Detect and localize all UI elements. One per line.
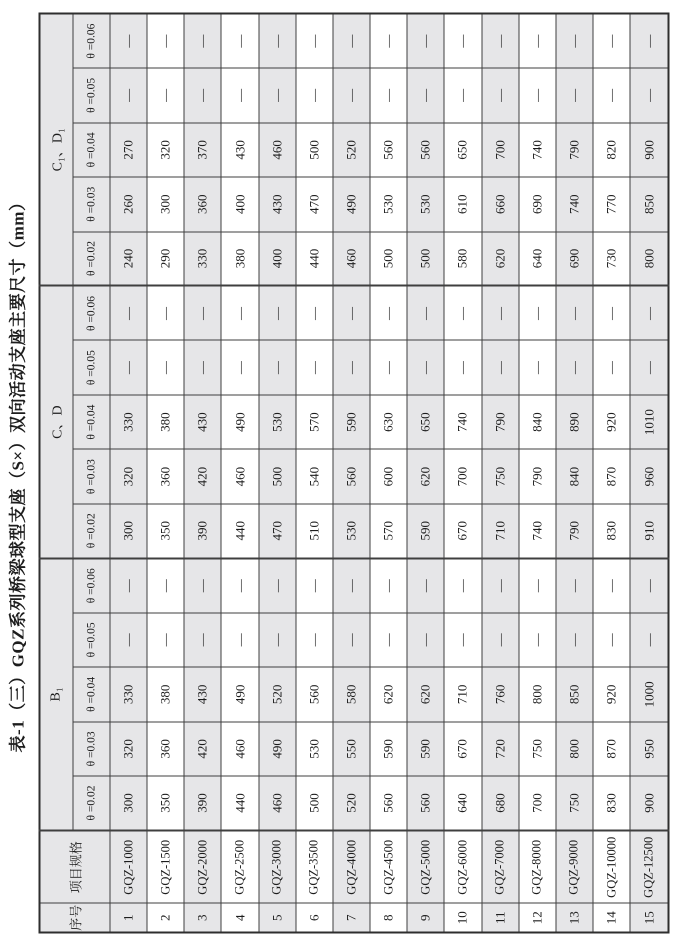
data-cell: 320 (110, 449, 147, 503)
data-cell: 380 (147, 667, 184, 721)
data-cell: — (444, 612, 481, 666)
data-cell: — (332, 68, 369, 122)
data-cell: — (332, 285, 369, 339)
cell-spec: GQZ-12500 (630, 830, 668, 903)
data-cell: 680 (481, 776, 518, 830)
data-cell: 590 (332, 394, 369, 448)
data-cell: 510 (295, 503, 332, 557)
data-cell: 640 (518, 231, 555, 285)
data-cell: 320 (147, 122, 184, 176)
data-cell: — (518, 285, 555, 339)
cell-seq: 6 (295, 903, 332, 932)
header-group-c1d1: C₁、D₁ (39, 13, 73, 285)
data-cell: 950 (630, 721, 668, 775)
data-cell: — (147, 558, 184, 612)
data-cell: — (370, 13, 407, 68)
data-cell: — (481, 13, 518, 68)
table-row (444, 13, 481, 932)
table-row (221, 13, 258, 932)
table-row (555, 13, 592, 932)
cell-seq: 8 (370, 903, 407, 932)
header-theta-row (73, 13, 110, 932)
data-cell: — (147, 13, 184, 68)
data-cell: — (110, 340, 147, 394)
data-cell: 430 (221, 122, 258, 176)
data-cell: — (221, 13, 258, 68)
data-cell: 640 (444, 776, 481, 830)
data-cell: 580 (444, 231, 481, 285)
data-cell: — (184, 68, 221, 122)
data-cell: 790 (555, 122, 592, 176)
table-row (332, 13, 369, 932)
data-cell: 900 (630, 776, 668, 830)
data-cell: — (370, 558, 407, 612)
header-theta: θ =0.02 (73, 776, 110, 830)
data-cell: 770 (593, 177, 630, 231)
data-cell: — (370, 612, 407, 666)
data-cell: 370 (184, 122, 221, 176)
data-cell: 690 (518, 177, 555, 231)
data-cell: 530 (407, 177, 444, 231)
cell-spec: GQZ-2500 (221, 830, 258, 903)
data-cell: — (295, 558, 332, 612)
data-cell: 520 (258, 667, 295, 721)
cell-spec: GQZ-5000 (407, 830, 444, 903)
cell-spec: GQZ-9000 (555, 830, 592, 903)
data-cell: 560 (370, 122, 407, 176)
data-cell: 440 (295, 231, 332, 285)
data-cell: — (518, 558, 555, 612)
cell-seq: 13 (555, 903, 592, 932)
data-cell: 380 (147, 394, 184, 448)
data-cell: 560 (370, 776, 407, 830)
header-theta: θ =0.04 (73, 394, 110, 448)
data-cell: — (258, 285, 295, 339)
header-theta: θ =0.02 (73, 231, 110, 285)
header-theta: θ =0.05 (73, 612, 110, 666)
data-cell: — (630, 13, 668, 68)
data-cell: — (370, 68, 407, 122)
cell-spec: GQZ-1000 (110, 830, 147, 903)
cell-seq: 9 (407, 903, 444, 932)
cell-spec: GQZ-3000 (258, 830, 295, 903)
data-cell: 710 (444, 667, 481, 721)
data-cell: 870 (593, 449, 630, 503)
cell-spec: GQZ-2000 (184, 830, 221, 903)
data-cell: 460 (221, 449, 258, 503)
cell-seq: 14 (593, 903, 630, 932)
cell-seq: 7 (332, 903, 369, 932)
data-cell: 470 (258, 503, 295, 557)
data-cell: 890 (555, 394, 592, 448)
data-cell: 850 (630, 177, 668, 231)
data-cell: 560 (295, 667, 332, 721)
data-cell: — (593, 68, 630, 122)
data-cell: — (593, 558, 630, 612)
data-cell: — (481, 285, 518, 339)
header-theta: θ =0.03 (73, 721, 110, 775)
header-theta: θ =0.06 (73, 285, 110, 339)
data-cell: — (295, 13, 332, 68)
data-cell: 830 (593, 776, 630, 830)
cell-spec: GQZ-4500 (370, 830, 407, 903)
data-cell: — (444, 340, 481, 394)
data-cell: — (518, 612, 555, 666)
table-row (110, 13, 147, 932)
data-cell: 300 (110, 503, 147, 557)
data-cell: 500 (258, 449, 295, 503)
header-theta: θ =0.05 (73, 68, 110, 122)
header-theta: θ =0.05 (73, 340, 110, 394)
data-cell: — (481, 68, 518, 122)
data-cell: 500 (295, 776, 332, 830)
data-cell: 670 (444, 503, 481, 557)
data-cell: 440 (221, 503, 258, 557)
data-cell: 740 (518, 503, 555, 557)
data-cell: 390 (184, 503, 221, 557)
data-cell: 750 (518, 721, 555, 775)
data-cell: 740 (555, 177, 592, 231)
cell-seq: 1 (110, 903, 147, 932)
data-cell: 550 (332, 721, 369, 775)
data-cell: 870 (593, 721, 630, 775)
cell-seq: 11 (481, 903, 518, 932)
data-cell: 750 (481, 449, 518, 503)
data-cell: 330 (184, 231, 221, 285)
data-cell: — (221, 68, 258, 122)
data-cell: — (332, 340, 369, 394)
data-cell: 360 (147, 721, 184, 775)
data-cell: — (630, 68, 668, 122)
data-cell: 590 (407, 503, 444, 557)
cell-spec: GQZ-6000 (444, 830, 481, 903)
data-cell: 1010 (630, 394, 668, 448)
data-cell: 720 (481, 721, 518, 775)
data-cell: — (110, 285, 147, 339)
data-cell: — (147, 340, 184, 394)
data-cell: 490 (221, 667, 258, 721)
data-cell: 600 (370, 449, 407, 503)
data-cell: 290 (147, 231, 184, 285)
data-cell: 740 (518, 122, 555, 176)
table-row (147, 13, 184, 932)
cell-spec: GQZ-8000 (518, 830, 555, 903)
data-cell: — (221, 285, 258, 339)
table-row (518, 13, 555, 932)
data-cell: 840 (555, 449, 592, 503)
header-theta: θ =0.03 (73, 449, 110, 503)
cell-seq: 5 (258, 903, 295, 932)
data-cell: — (110, 68, 147, 122)
data-cell: — (221, 612, 258, 666)
data-cell: 420 (184, 449, 221, 503)
data-cell: 700 (518, 776, 555, 830)
data-cell: — (555, 13, 592, 68)
data-cell: — (407, 558, 444, 612)
data-cell: — (332, 612, 369, 666)
data-cell: 670 (444, 721, 481, 775)
data-cell: 430 (184, 667, 221, 721)
data-cell: 620 (407, 667, 444, 721)
header-group-b1: B₁ (39, 558, 73, 830)
data-cell: 830 (593, 503, 630, 557)
data-cell: — (258, 68, 295, 122)
header-theta: θ =0.04 (73, 667, 110, 721)
data-cell: — (295, 285, 332, 339)
data-cell: 460 (332, 231, 369, 285)
data-cell: — (555, 612, 592, 666)
data-cell: — (630, 612, 668, 666)
data-cell: 790 (555, 503, 592, 557)
data-cell: 700 (481, 122, 518, 176)
data-cell: 560 (407, 122, 444, 176)
data-cell: 320 (110, 721, 147, 775)
header-row-groups (39, 13, 73, 932)
data-cell: — (332, 558, 369, 612)
cell-seq: 12 (518, 903, 555, 932)
cell-seq: 10 (444, 903, 481, 932)
data-cell: — (370, 285, 407, 339)
spec-table (38, 12, 669, 933)
data-cell: 330 (110, 667, 147, 721)
data-cell: 490 (258, 721, 295, 775)
data-cell: 350 (147, 776, 184, 830)
data-cell: — (258, 13, 295, 68)
data-cell: — (295, 68, 332, 122)
table-body (110, 13, 669, 932)
data-cell: — (593, 285, 630, 339)
data-cell: 460 (258, 122, 295, 176)
data-cell: 540 (295, 449, 332, 503)
header-theta: θ =0.06 (73, 13, 110, 68)
data-cell: 1000 (630, 667, 668, 721)
data-cell: — (184, 13, 221, 68)
data-cell: 270 (110, 122, 147, 176)
data-cell: — (407, 340, 444, 394)
data-cell: — (147, 68, 184, 122)
data-cell: 500 (295, 122, 332, 176)
data-cell: 620 (407, 449, 444, 503)
data-cell: 530 (295, 721, 332, 775)
data-cell: 650 (444, 122, 481, 176)
data-cell: 740 (444, 394, 481, 448)
data-cell: 490 (332, 177, 369, 231)
data-cell: — (258, 340, 295, 394)
header-theta: θ =0.02 (73, 503, 110, 557)
data-cell: — (555, 68, 592, 122)
data-cell: 330 (110, 394, 147, 448)
data-cell: — (147, 612, 184, 666)
data-cell: — (407, 285, 444, 339)
data-cell: — (630, 558, 668, 612)
header-theta: θ =0.03 (73, 177, 110, 231)
data-cell: — (444, 285, 481, 339)
data-cell: 360 (184, 177, 221, 231)
data-cell: 530 (370, 177, 407, 231)
cell-spec: GQZ-10000 (593, 830, 630, 903)
data-cell: 520 (332, 122, 369, 176)
data-cell: — (295, 340, 332, 394)
data-cell: 360 (147, 449, 184, 503)
data-cell: — (110, 612, 147, 666)
cell-seq: 3 (184, 903, 221, 932)
data-cell: 490 (221, 394, 258, 448)
header-group-cd: C、D (39, 285, 73, 557)
table-row (593, 13, 630, 932)
data-cell: 620 (481, 231, 518, 285)
data-cell: 700 (444, 449, 481, 503)
table-row (630, 13, 668, 932)
data-cell: 500 (370, 231, 407, 285)
data-cell: 620 (370, 667, 407, 721)
data-cell: 790 (518, 449, 555, 503)
data-cell: 920 (593, 667, 630, 721)
data-cell: 350 (147, 503, 184, 557)
data-cell: 560 (332, 449, 369, 503)
data-cell: — (407, 13, 444, 68)
data-cell: 520 (332, 776, 369, 830)
data-cell: — (481, 558, 518, 612)
data-cell: 650 (407, 394, 444, 448)
data-cell: 400 (258, 231, 295, 285)
table-row (370, 13, 407, 932)
header-spec: 项目规格 (39, 830, 110, 903)
data-cell: 730 (593, 231, 630, 285)
data-cell: 710 (481, 503, 518, 557)
data-cell: 460 (258, 776, 295, 830)
data-cell: 470 (295, 177, 332, 231)
data-cell: 390 (184, 776, 221, 830)
data-cell: 300 (147, 177, 184, 231)
data-cell: — (481, 340, 518, 394)
data-cell: — (184, 340, 221, 394)
data-cell: 800 (555, 721, 592, 775)
cell-seq: 4 (221, 903, 258, 932)
data-cell: — (518, 13, 555, 68)
data-cell: — (444, 68, 481, 122)
data-cell: — (221, 340, 258, 394)
cell-spec: GQZ-4000 (332, 830, 369, 903)
data-cell: 610 (444, 177, 481, 231)
data-cell: 300 (110, 776, 147, 830)
data-cell: 590 (370, 721, 407, 775)
data-cell: 800 (630, 231, 668, 285)
data-cell: — (184, 285, 221, 339)
data-cell: — (258, 558, 295, 612)
data-cell: — (444, 558, 481, 612)
data-cell: — (370, 340, 407, 394)
table-title: 表-1（三）GQZ系列桥梁球型支座（S×）双向活动支座主要尺寸（mm） (8, 193, 27, 752)
data-cell: 920 (593, 394, 630, 448)
data-cell: — (481, 612, 518, 666)
data-cell: 570 (295, 394, 332, 448)
header-theta: θ =0.04 (73, 122, 110, 176)
data-cell: 530 (332, 503, 369, 557)
data-cell: 760 (481, 667, 518, 721)
data-cell: — (184, 612, 221, 666)
table-header (39, 13, 110, 932)
data-cell: — (555, 340, 592, 394)
data-cell: — (555, 558, 592, 612)
table-row (407, 13, 444, 932)
data-cell: 460 (221, 721, 258, 775)
rotated-sheet (3, 12, 671, 933)
data-cell: 400 (221, 177, 258, 231)
data-cell: — (444, 13, 481, 68)
data-cell: — (221, 558, 258, 612)
data-cell: — (593, 13, 630, 68)
data-cell: 660 (481, 177, 518, 231)
data-cell: — (258, 612, 295, 666)
data-cell: 850 (555, 667, 592, 721)
data-cell: 420 (184, 721, 221, 775)
cell-spec: GQZ-7000 (481, 830, 518, 903)
data-cell: 960 (630, 449, 668, 503)
table-row (295, 13, 332, 932)
data-cell: 440 (221, 776, 258, 830)
cell-seq: 2 (147, 903, 184, 932)
data-cell: — (407, 612, 444, 666)
data-cell: — (332, 13, 369, 68)
data-cell: 570 (370, 503, 407, 557)
data-cell: 790 (481, 394, 518, 448)
data-cell: 580 (332, 667, 369, 721)
cell-spec: GQZ-1500 (147, 830, 184, 903)
data-cell: 900 (630, 122, 668, 176)
data-cell: — (630, 340, 668, 394)
header-seq: 序号 (39, 903, 110, 932)
data-cell: — (147, 285, 184, 339)
data-cell: 840 (518, 394, 555, 448)
data-cell: — (593, 612, 630, 666)
data-cell: 380 (221, 231, 258, 285)
data-cell: — (518, 340, 555, 394)
table-row (184, 13, 221, 932)
data-cell: 630 (370, 394, 407, 448)
data-cell: 590 (407, 721, 444, 775)
data-cell: — (295, 612, 332, 666)
data-cell: — (593, 340, 630, 394)
header-theta: θ =0.06 (73, 558, 110, 612)
data-cell: 430 (184, 394, 221, 448)
data-cell: 820 (593, 122, 630, 176)
data-cell: — (518, 68, 555, 122)
data-cell: 260 (110, 177, 147, 231)
data-cell: 750 (555, 776, 592, 830)
data-cell: 240 (110, 231, 147, 285)
data-cell: — (555, 285, 592, 339)
cell-seq: 15 (630, 903, 668, 932)
data-cell: — (110, 558, 147, 612)
data-cell: 560 (407, 776, 444, 830)
data-cell: — (110, 13, 147, 68)
data-cell: 430 (258, 177, 295, 231)
data-cell: 690 (555, 231, 592, 285)
data-cell: 500 (407, 231, 444, 285)
cell-spec: GQZ-3500 (295, 830, 332, 903)
data-cell: — (630, 285, 668, 339)
data-cell: — (407, 68, 444, 122)
data-cell: — (184, 558, 221, 612)
table-row (481, 13, 518, 932)
table-row (258, 13, 295, 932)
data-cell: 530 (258, 394, 295, 448)
data-cell: 910 (630, 503, 668, 557)
data-cell: 800 (518, 667, 555, 721)
